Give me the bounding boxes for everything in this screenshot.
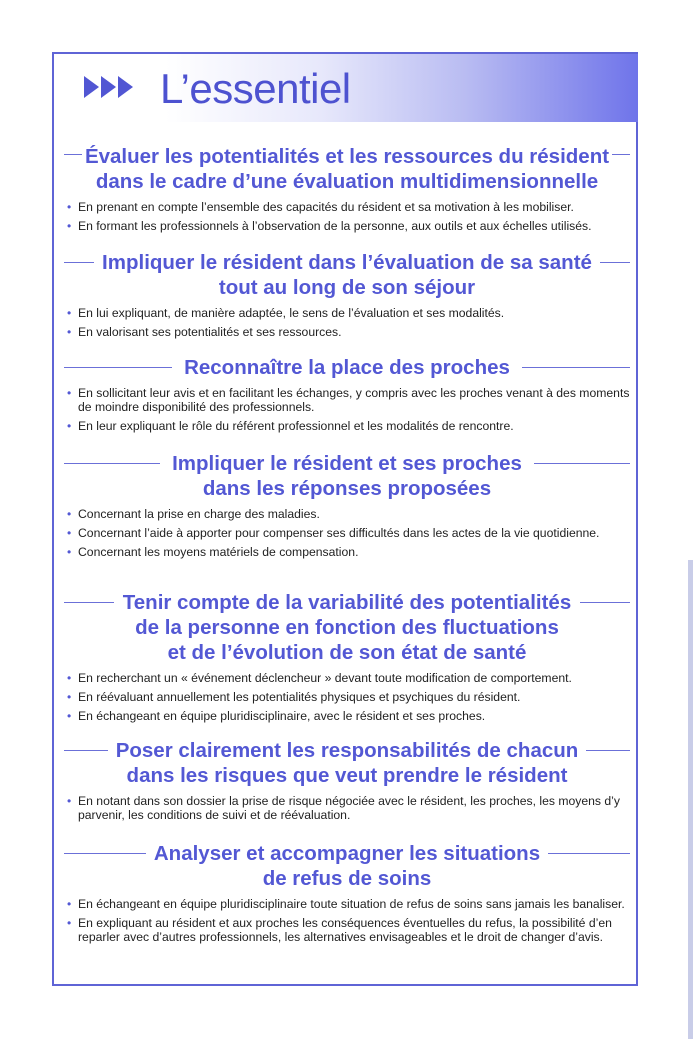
section-heading xyxy=(64,451,630,501)
section-involve-in-responses xyxy=(64,451,630,564)
section-responsibilities xyxy=(64,738,630,827)
heading-rule-left xyxy=(64,750,108,751)
bullet-list xyxy=(64,306,630,339)
heading-line: Tenir compte de la variabilité des potentialités xyxy=(122,591,572,614)
bullet-item: • Concernant la prise en charge des maladies. xyxy=(64,507,630,521)
heading-rule-left xyxy=(64,367,172,368)
heading-line: de refus de soins xyxy=(262,867,432,890)
panel-title: L’essentiel xyxy=(160,65,351,112)
bullet-list xyxy=(64,794,630,822)
heading-line: Poser clairement les responsabilités de chacun xyxy=(115,739,579,762)
bullet-list xyxy=(64,200,630,233)
section-heading xyxy=(64,738,630,788)
bullet-list xyxy=(64,507,630,559)
bullet-item: • En prenant en compte l’ensemble des capacités du résident et sa motivation à les mobiliser. xyxy=(64,200,630,214)
heading-rule-right xyxy=(586,750,630,751)
heading-line: de la personne en fonction des fluctuations xyxy=(135,616,559,639)
bullet-item: • En leur expliquant le rôle du référent professionnel et les modalités de rencontre. xyxy=(64,419,630,433)
bullet-item: • Concernant l’aide à apporter pour compenser ses difficultés dans les actes de la vie quotidienne. xyxy=(64,526,630,540)
section-heading xyxy=(64,841,630,891)
heading-line: Impliquer le résident et ses proches xyxy=(172,452,522,475)
heading-rule-right xyxy=(522,367,630,368)
section-variability xyxy=(64,590,630,728)
heading-rule-left xyxy=(64,602,114,603)
heading-line: tout au long de son séjour xyxy=(218,276,476,299)
heading-line: dans les risques que veut prendre le résident xyxy=(126,764,568,787)
heading-rule-left xyxy=(64,853,146,854)
section-recognize-relatives xyxy=(64,355,630,438)
bullet-item: • En expliquant au résident et aux proches les conséquences éventuelles du refus, la possibilité d’en reparler avec d’autres professionnels, les alternatives envisageables et le droit de changer d’avis. xyxy=(64,916,630,944)
essentials-panel xyxy=(52,52,638,986)
bullet-item: • En lui expliquant, de manière adaptée, le sens de l’évaluation et ses modalités. xyxy=(64,306,630,320)
section-heading xyxy=(64,590,630,665)
heading-line: Impliquer le résident dans l’évaluation de sa santé xyxy=(102,251,592,274)
page-edge-strip xyxy=(688,560,693,1039)
heading-rule-right xyxy=(534,463,630,464)
bullet-item: • En formant les professionnels à l’observation de la personne, aux outils et aux échelles utilisés. xyxy=(64,219,630,233)
heading-line: Évaluer les potentialités et les ressources du résident xyxy=(84,145,610,168)
bullet-item: • Concernant les moyens matériels de compensation. xyxy=(64,545,630,559)
section-involve-resident xyxy=(64,250,630,344)
heading-line: Reconnaître la place des proches xyxy=(184,356,510,379)
heading-rule-left xyxy=(64,262,94,263)
heading-line: Analyser et accompagner les situations xyxy=(153,842,541,865)
panel-header xyxy=(62,54,638,122)
heading-rule-left xyxy=(64,463,160,464)
bullet-item: • En recherchant un « événement déclencheur » devant toute modification de comportement. xyxy=(64,671,630,685)
bullet-item: • En échangeant en équipe pluridisciplinaire toute situation de refus de soins sans jamais les banaliser. xyxy=(64,897,630,911)
bullet-list xyxy=(64,671,630,723)
section-heading xyxy=(64,144,630,194)
section-evaluate-potential xyxy=(64,144,630,238)
bullet-item: • En notant dans son dossier la prise de risque négociée avec le résident, les proches, les moyens d’y parvenir, les conditions de suivi et de réévaluation. xyxy=(64,794,630,822)
bullet-item: • En échangeant en équipe pluridisciplinaire, avec le résident et ses proches. xyxy=(64,709,630,723)
heading-rule-right xyxy=(612,154,630,155)
heading-rule-right xyxy=(580,602,630,603)
section-heading xyxy=(64,250,630,300)
bullet-item: • En réévaluant annuellement les potentialités physiques et psychiques du résident. xyxy=(64,690,630,704)
heading-line: dans les réponses proposées xyxy=(202,477,492,500)
section-refusal-of-care xyxy=(64,841,630,949)
triple-arrow-icon xyxy=(84,76,133,102)
bullet-list xyxy=(64,386,630,433)
bullet-item: • En valorisant ses potentialités et ses ressources. xyxy=(64,325,630,339)
bullet-list xyxy=(64,897,630,944)
heading-rule-right xyxy=(600,262,630,263)
heading-line: et de l’évolution de son état de santé xyxy=(167,641,527,664)
heading-line: dans le cadre d’une évaluation multidimensionnelle xyxy=(95,170,599,193)
section-heading xyxy=(64,355,630,380)
bullet-item: • En sollicitant leur avis et en facilitant les échanges, y compris avec les proches venant à des moments de moindre disponibilité des professionnels. xyxy=(64,386,630,414)
heading-rule-right xyxy=(548,853,630,854)
heading-rule-left xyxy=(64,154,82,155)
